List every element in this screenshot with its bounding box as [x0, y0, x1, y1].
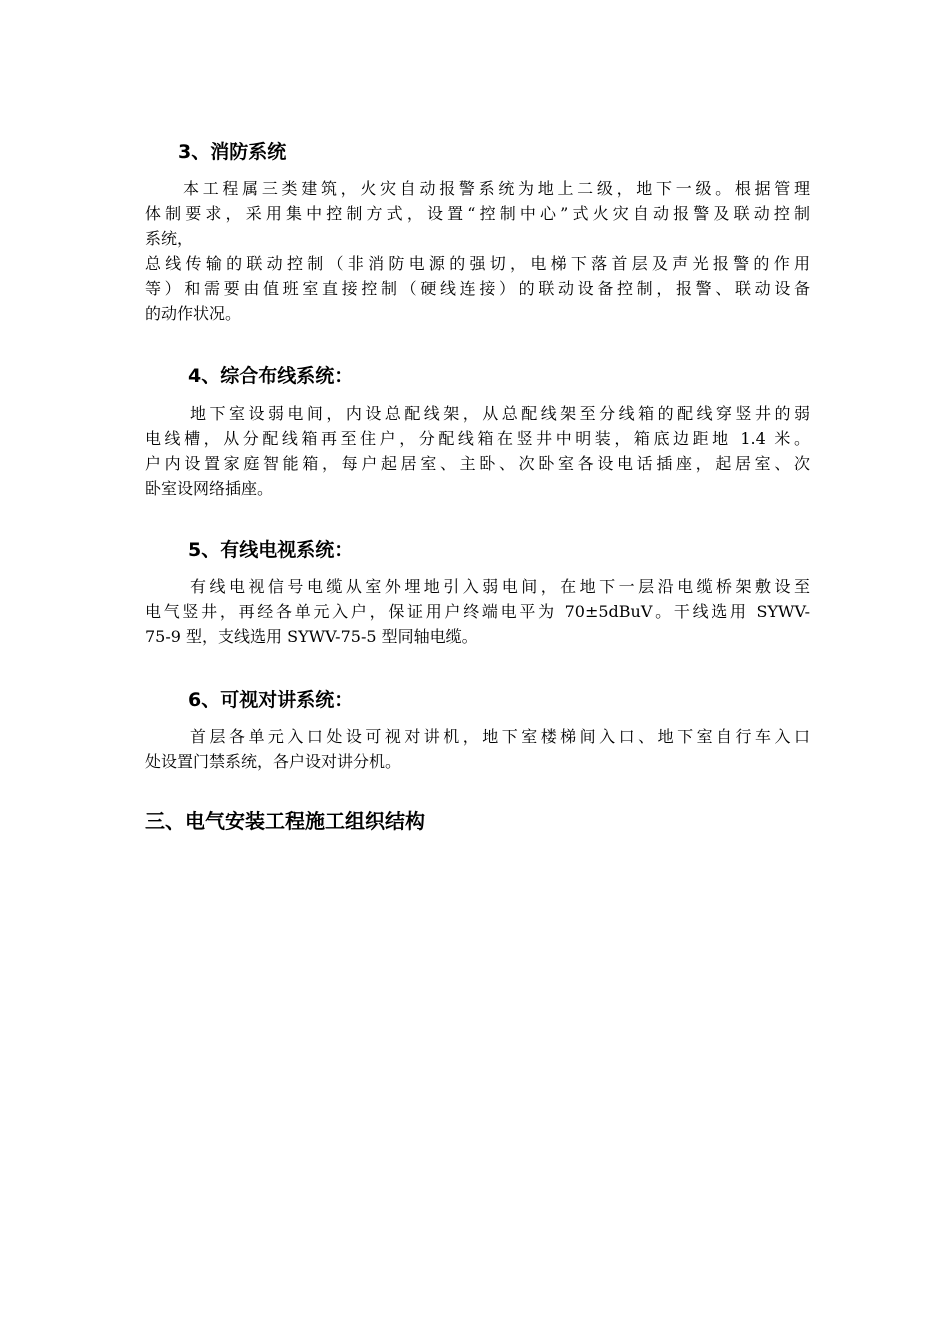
section-heading-cabling: 4、综合布线系统：	[188, 365, 354, 387]
section-heading-fire: 3、消防系统	[178, 141, 287, 163]
text-line: 75-9 型，支线选用 SYWV-75-5 型同轴电缆。	[145, 627, 478, 646]
text-line: 电线槽，从分配线箱再至住户，分配线箱在竖井中明装，箱底边距地 1.4 米。	[145, 429, 810, 448]
section-heading-intercom: 6、可视对讲系统：	[188, 689, 354, 711]
text-line: 卧室设网络插座。	[145, 479, 274, 498]
section-body-cable-tv	[145, 574, 810, 649]
text-line: 体制要求，采用集中控制方式，设置“控制中心”式火灾自动报警及联动控制	[145, 204, 810, 223]
section-body-intercom	[145, 724, 810, 774]
text-line: 总线传输的联动控制（非消防电源的强切，电梯下落首层及声光报警的作用	[145, 254, 810, 273]
text-line: 系统，	[145, 229, 194, 248]
chapter-heading: 三、电气安装工程施工组织结构	[145, 809, 425, 833]
text-line: 本工程属三类建筑，火灾自动报警系统为地上二级，地下一级。根据管理	[183, 179, 810, 198]
text-line: 的动作状况。	[145, 304, 242, 323]
section-body-fire	[145, 176, 810, 326]
text-line: 处设置门禁系统，各户设对讲分机。	[145, 752, 402, 771]
text-line: 户内设置家庭智能箱，每户起居室、主卧、次卧室各设电话插座，起居室、次	[145, 454, 810, 473]
text-line: 有线电视信号电缆从室外埋地引入弱电间，在地下一层沿电缆桥架敷设至	[190, 577, 810, 596]
text-line: 电气竖井，再经各单元入户，保证用户终端电平为 70±5dBuV。干线选用 SYWV-	[145, 602, 810, 621]
text-line: 首层各单元入口处设可视对讲机，地下室楼梯间入口、地下室自行车入口	[190, 727, 810, 746]
section-body-cabling	[145, 401, 810, 501]
section-heading-cable-tv: 5、有线电视系统：	[188, 539, 354, 561]
text-line: 地下室设弱电间，内设总配线架，从总配线架至分线箱的配线穿竖井的弱	[190, 404, 810, 423]
text-line: 等）和需要由值班室直接控制（硬线连接）的联动设备控制，报警、联动设备	[145, 279, 810, 298]
